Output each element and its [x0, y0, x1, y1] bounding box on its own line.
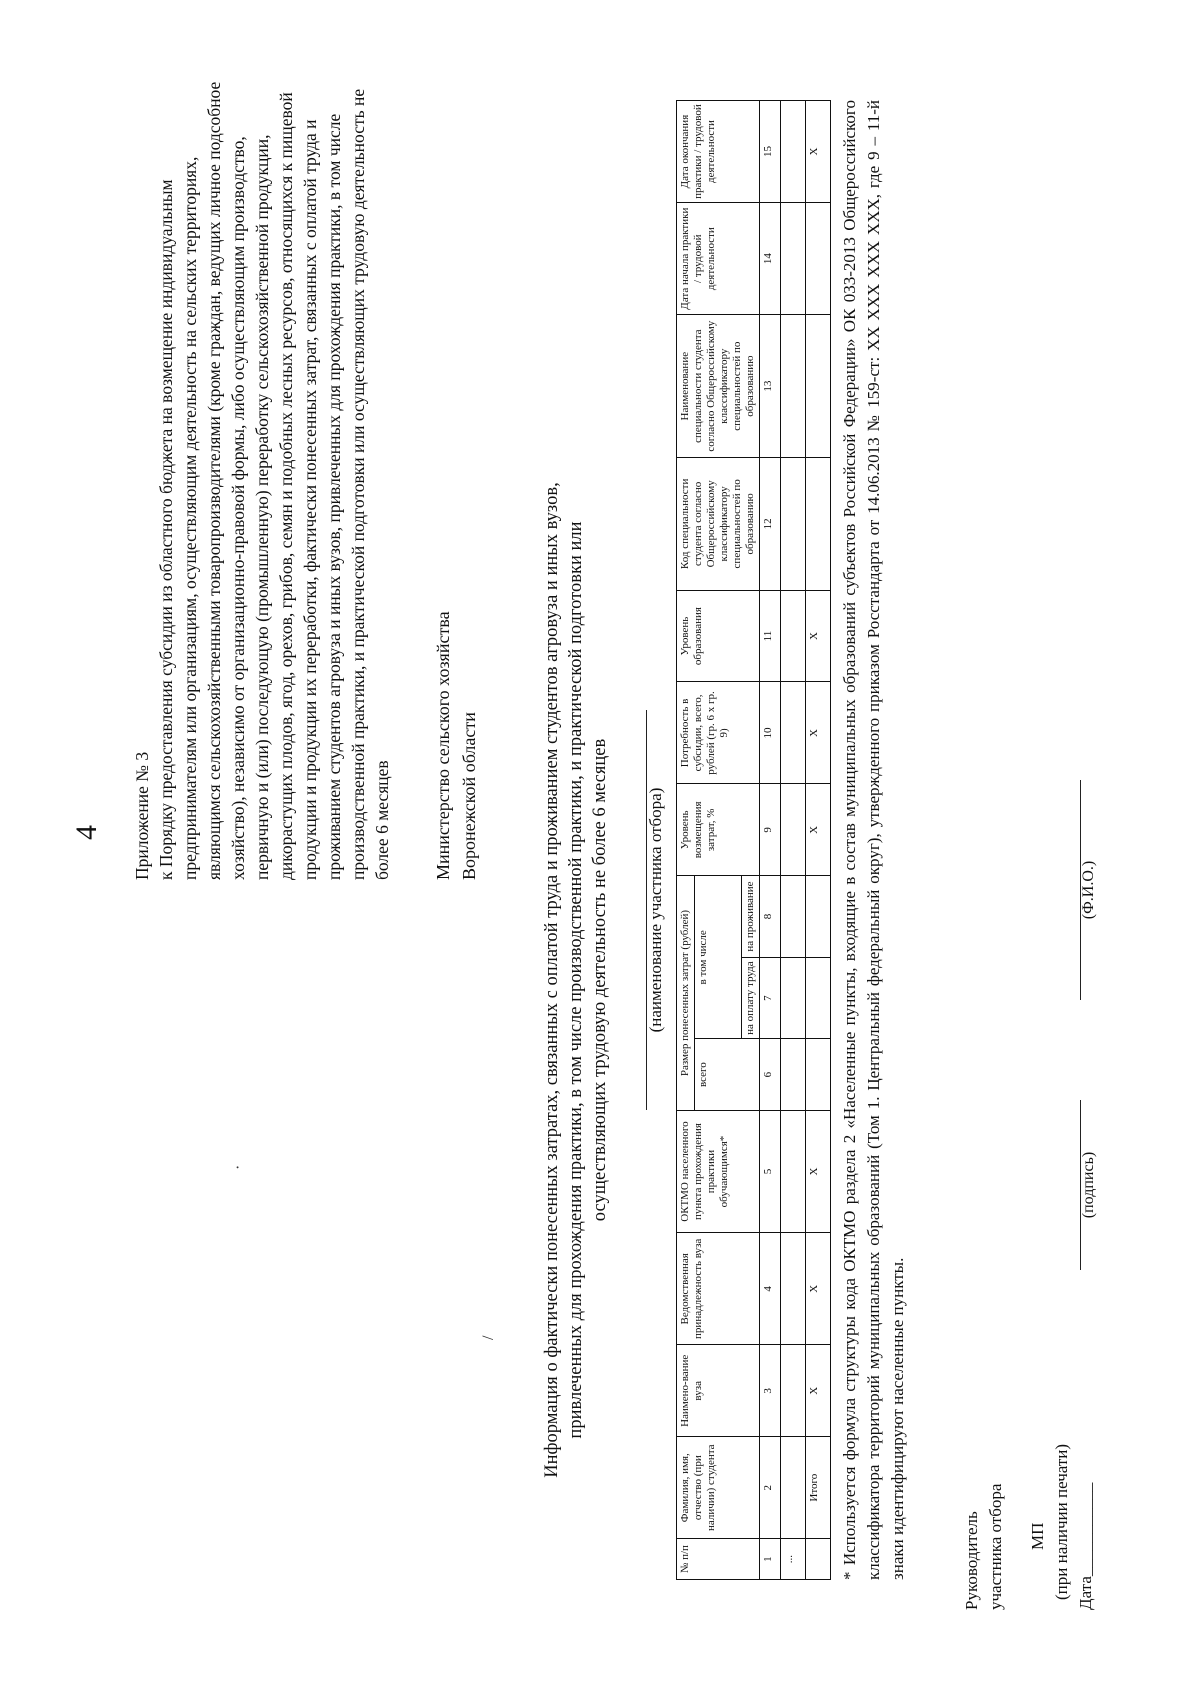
table-cell — [806, 1039, 831, 1110]
table-cell — [781, 957, 806, 1039]
scan-mark: / — [480, 1335, 497, 1340]
table-cell — [806, 315, 831, 458]
header-housing-costs: на проживание — [742, 876, 760, 958]
title-line-3: осуществляющих трудовую деятельность не более 6 месяцев — [590, 738, 610, 1222]
header-specialty-name: Наименование специальности студента согласно Общероссийскому классификатору специальностей по образованию — [677, 315, 760, 458]
header-specialty-code: Код специальности студента согласно Общероссийскому классификатору специальностей по образованию — [677, 458, 760, 591]
table-cell — [806, 203, 831, 315]
header-oktmo: ОКТМО населенного пункта прохождения практики обучающимся* — [677, 1110, 760, 1232]
scan-mark: · — [230, 1164, 247, 1170]
signature-caption: (подпись) — [1080, 1151, 1097, 1219]
column-number: 10 — [760, 682, 781, 784]
document-title — [540, 440, 612, 1520]
header-labor-costs: на оплату труда — [742, 957, 760, 1039]
table-cell — [781, 315, 806, 458]
table-cell — [781, 203, 806, 315]
head-label-2: участника отбора — [986, 1483, 1005, 1610]
column-number: 2 — [760, 1437, 781, 1539]
table-cell — [781, 876, 806, 958]
fio-caption: (Ф.И.О.) — [1080, 860, 1097, 920]
table-cell — [781, 458, 806, 591]
footnote — [838, 100, 910, 1580]
total-row — [806, 101, 831, 1580]
header-costs-total: всего — [695, 1039, 760, 1110]
mp-label: МП — [1028, 1522, 1047, 1550]
table-cell: Х — [806, 784, 831, 876]
column-number: 5 — [760, 1110, 781, 1232]
column-number: 7 — [760, 957, 781, 1039]
table-cell — [781, 1345, 806, 1437]
table-cell — [781, 784, 806, 876]
table-cell: Х — [806, 1345, 831, 1437]
table-cell — [781, 1233, 806, 1345]
header-start-date: Дата начала практики / трудовой деятельности — [677, 203, 760, 315]
table-row — [781, 101, 806, 1580]
column-number: 4 — [760, 1233, 781, 1345]
costs-table — [676, 100, 831, 1580]
table-cell: Х — [806, 590, 831, 682]
table-cell — [781, 1437, 806, 1539]
column-numbers-row — [760, 101, 781, 1580]
column-number: 11 — [760, 590, 781, 682]
column-number: 1 — [760, 1539, 781, 1580]
header-university: Наимено-вание вуза — [677, 1345, 760, 1437]
date-label: Дата — [1076, 1576, 1095, 1610]
table-cell: ... — [781, 1539, 806, 1580]
page-number: 4 — [70, 825, 103, 840]
head-label-1: Руководитель — [962, 1511, 981, 1610]
total-label: Итого — [806, 1437, 831, 1539]
table-cell — [806, 957, 831, 1039]
ministry-line-2: Воронежской области — [459, 712, 479, 880]
table-cell: Х — [806, 682, 831, 784]
title-line-2: привлеченных для прохождения практики, в том числе производственной практики, и практической подготовки или — [566, 521, 586, 1439]
header-subsidy-need: Потребность в субсидии, всего, рублей (гр. 6 x гр. 9) — [677, 682, 760, 784]
column-number: 13 — [760, 315, 781, 458]
table-cell: Х — [806, 101, 831, 203]
table-cell — [781, 590, 806, 682]
header-end-date: Дата окончания практики / трудовой деятельности — [677, 101, 760, 203]
header-costs-group: Размер понесенных затрат (рублей) — [677, 876, 695, 1111]
annex-header — [130, 60, 394, 880]
column-number: 14 — [760, 203, 781, 315]
table-cell — [781, 101, 806, 203]
table-cell — [781, 682, 806, 784]
annex-title: Приложение № 3 — [132, 751, 152, 880]
annex-text: к Порядку предоставления субсидии из областного бюджета на возмещение индивидуальным предпринимателям или организациям, осуществляющим деятельность на сельских территориях, являющимся сельскохозяйственными товаропроизводителями (кроме граждан, ведущих личное подсобное хозяйство), независимо от организационно-правовой формы, либо осуществляющим производство, первичную и (или) последующую (промышленную) переработку сельскохозяйственной продукции, дикорастущих плодов, ягод, орехов, грибов, семян и подобных лесных ресурсов, относящихся к пищевой продукции и продукции их переработки, фактически понесенных затрат, связанных с оплатой труда и проживанием студентов агровуза и иных вузов, привлеченных для прохождения практики, в том числе производственной практики, и практической подготовки или осуществляющих трудовую деятельность не более 6 месяцев — [156, 81, 392, 880]
participant-caption: (наименование участника отбора) — [646, 787, 665, 1033]
table-cell — [806, 1539, 831, 1580]
column-number: 3 — [760, 1345, 781, 1437]
header-affiliation: Ведомственная принадлежность вуза — [677, 1233, 760, 1345]
ministry-block — [430, 460, 482, 880]
column-number: 6 — [760, 1039, 781, 1110]
footnote-text: * Используется формула структуры кода ОКТМО раздела 2 «Населенные пункты, входящие в состав муниципальных образований субъектов Российской Федерации» ОК 033-2013 Общероссийского классификатора территорий муниципальных образований (Том 1. Центральный федеральный округ), утвержденного приказом Росстандарта от 14.06.2013 № 159-ст: XX XXX XXX XXX, где 9 – 11-й знаки идентифицируют населенные пункты. — [840, 100, 907, 1580]
column-number: 12 — [760, 458, 781, 591]
signature-block — [960, 1444, 1098, 1610]
header-number: № п/п — [677, 1539, 760, 1580]
table-header-row — [677, 101, 695, 1580]
table-cell — [806, 876, 831, 958]
table-cell — [806, 458, 831, 591]
table-cell — [781, 1039, 806, 1110]
table-cell: Х — [806, 1233, 831, 1345]
table-cell — [781, 1110, 806, 1232]
column-number: 8 — [760, 876, 781, 958]
header-reimbursement-level: Уровень возмещения затрат, % — [677, 784, 760, 876]
header-education-level: Уровень образования — [677, 590, 760, 682]
column-number: 15 — [760, 101, 781, 203]
date-row: Дата___________ — [1076, 1482, 1095, 1610]
ministry-line-1: Министерство сельского хозяйства — [433, 611, 453, 880]
document-sheet — [40, 40, 1140, 1640]
column-number: 9 — [760, 784, 781, 876]
table-cell: Х — [806, 1110, 831, 1232]
title-line-1: Информация о фактически понесенных затратах, связанных с оплатой труда и проживанием студентов агровуза и иных вузов, — [542, 482, 562, 1478]
header-student-name: Фамилия, имя, отчество (при наличии) студента — [677, 1437, 760, 1539]
mp-note: (при наличии печати) — [1052, 1443, 1071, 1600]
header-including: в том числе — [695, 876, 742, 1039]
